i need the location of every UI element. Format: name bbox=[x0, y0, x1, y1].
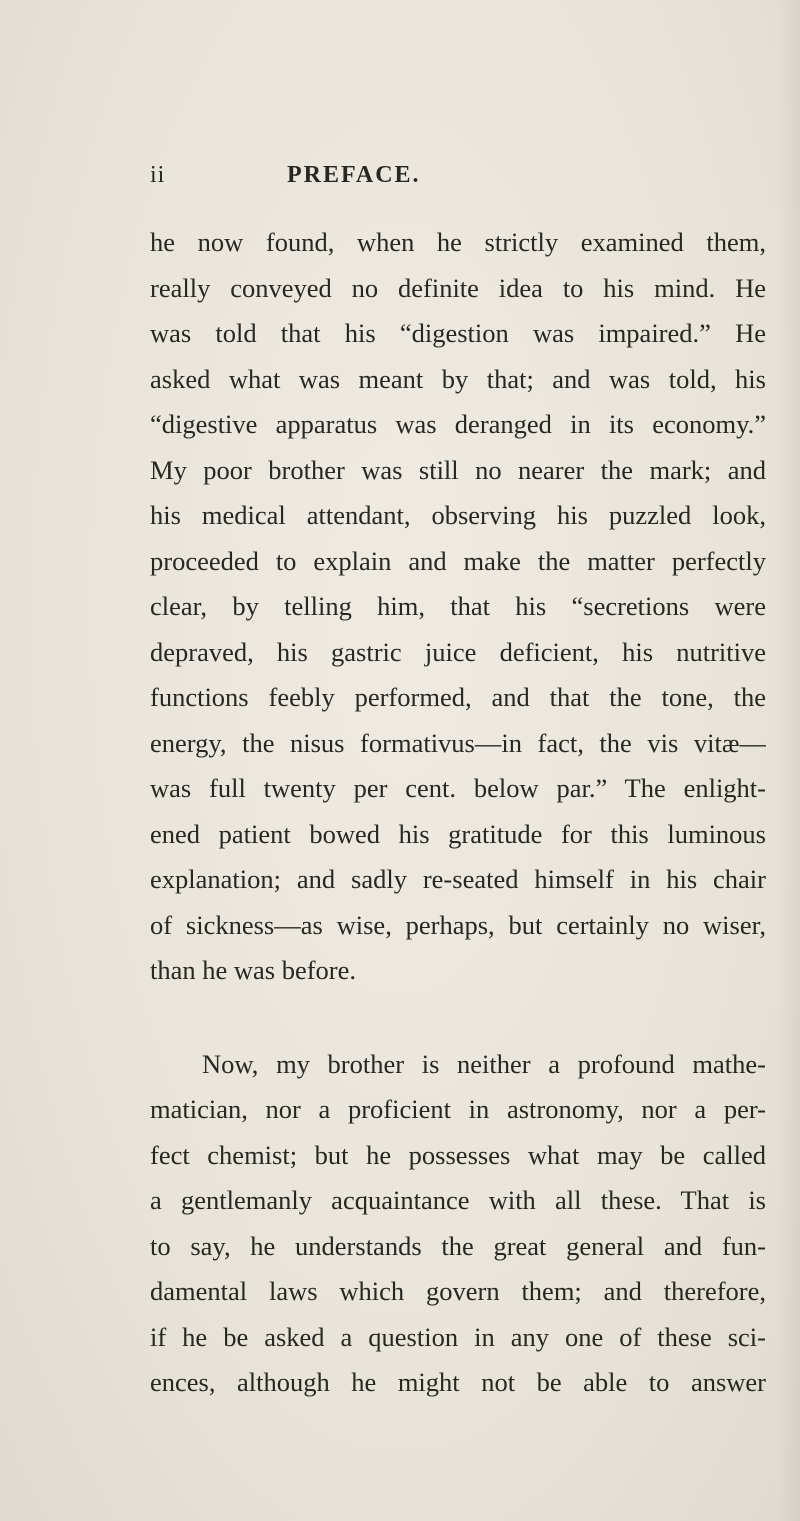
text-line: asked what was meant by that; and was told, his bbox=[150, 363, 766, 394]
text-line: ened patient bowed his gratitude for this luminous bbox=[150, 818, 766, 849]
text-line: depraved, his gastric juice deficient, his nutritive bbox=[150, 636, 766, 667]
page-edge-shadow bbox=[778, 0, 800, 1521]
text-line: functions feebly performed, and that the tone, the bbox=[150, 682, 766, 712]
text-line: energy, the nisus formativus—in fact, the vis vitæ— bbox=[150, 727, 766, 758]
text-line: fect chemist; but he possesses what may be called bbox=[150, 1139, 766, 1170]
text-line: explanation; and sadly re-seated himself in his chair bbox=[150, 864, 766, 894]
paragraph-1 bbox=[150, 220, 766, 994]
text-line: his medical attendant, observing his puzzled look, bbox=[150, 500, 766, 530]
text-line: ences, although he might not be able to answer bbox=[150, 1367, 766, 1397]
text-line: a gentlemanly acquaintance with all these. That is bbox=[150, 1185, 766, 1215]
paragraph-2 bbox=[150, 1042, 766, 1406]
text-line: “digestive apparatus was deranged in its economy.” bbox=[150, 409, 766, 439]
text-line: clear, by telling him, that his “secretions were bbox=[150, 591, 766, 621]
text-line: damental laws which govern them; and therefore, bbox=[150, 1276, 766, 1306]
text-line: Now, my brother is neither a profound mathe- bbox=[202, 1048, 766, 1079]
running-title: PREFACE. bbox=[287, 162, 421, 188]
text-line: than he was before. bbox=[150, 955, 357, 985]
text-line: of sickness—as wise, perhaps, but certainly no wiser, bbox=[150, 909, 766, 940]
body-text bbox=[150, 220, 766, 1406]
text-line: he now found, when he strictly examined them, bbox=[150, 227, 766, 257]
paragraph-spacer bbox=[150, 994, 766, 1042]
text-line: to say, he understands the great general and fun- bbox=[150, 1230, 766, 1261]
text-line: if he be asked a question in any one of these sci- bbox=[150, 1321, 766, 1352]
page-header bbox=[0, 162, 800, 202]
page-number: ii bbox=[150, 162, 166, 188]
text-line: was full twenty per cent. below par.” The enlight- bbox=[150, 773, 766, 803]
text-line: My poor brother was still no nearer the mark; and bbox=[150, 454, 766, 485]
text-line: matician, nor a proficient in astronomy, nor a per- bbox=[150, 1094, 766, 1124]
text-line: really conveyed no definite idea to his mind. He bbox=[150, 272, 766, 303]
text-line: was told that his “digestion was impaired.” He bbox=[150, 318, 766, 348]
text-line: proceeded to explain and make the matter perfectly bbox=[150, 545, 766, 576]
